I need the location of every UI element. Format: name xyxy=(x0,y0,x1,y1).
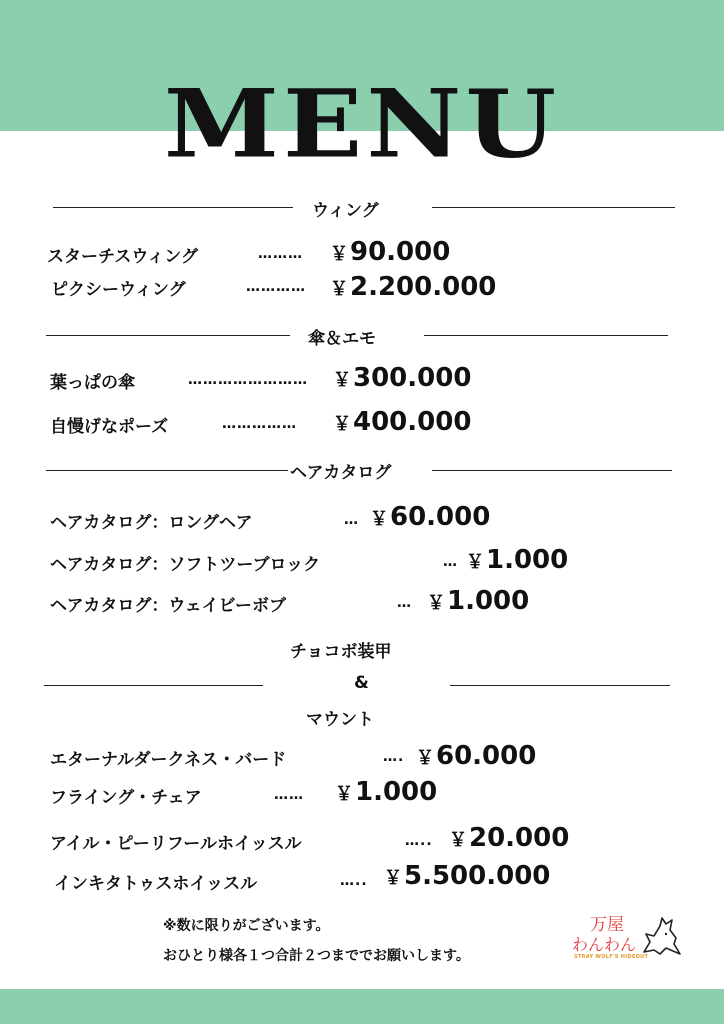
currency-symbol: ￥ xyxy=(427,593,445,614)
item-name: エターナルダークネス・バード xyxy=(50,750,287,770)
item-dots: …… xyxy=(274,787,304,803)
price-value: 400.000 xyxy=(353,407,472,437)
section-title-mount: マウント xyxy=(306,710,374,730)
item-name: 自慢げなポーズ xyxy=(50,417,169,437)
item-dots: … xyxy=(397,595,412,611)
item-dots: … xyxy=(344,512,359,528)
section-divider-left xyxy=(46,335,290,336)
price-value: 2.200.000 xyxy=(350,272,497,302)
item-dots: ….. xyxy=(405,833,433,849)
item-name: 葉っぱの傘 xyxy=(50,373,135,393)
item-price xyxy=(330,237,450,267)
price-value: 90.000 xyxy=(350,237,451,267)
logo-text-tagline: STRAY WOLF'S HIDEOUT xyxy=(574,954,649,960)
note-purchase-limit: おひとり様各１つ合計２つまででお願いします。 xyxy=(163,948,470,964)
item-name: ヘアカタログ：ソフトツーブロック xyxy=(50,555,321,575)
item-dots: … xyxy=(443,554,458,570)
logo-text-wanwan: わんわん xyxy=(572,935,637,954)
section-divider-right xyxy=(432,207,675,208)
section-title-wing: ウィング xyxy=(312,201,379,221)
section-divider-right xyxy=(424,335,668,336)
section-title-chocobo: チョコボ装甲 xyxy=(290,642,392,662)
item-price xyxy=(333,363,471,393)
item-name: アイル・ピーリフールホイッスル xyxy=(50,834,302,854)
section-title-umbrella: 傘＆エモ xyxy=(308,329,376,349)
section-divider-left xyxy=(46,470,288,471)
item-name: ヘアカタログ：ロングヘア xyxy=(50,513,253,533)
section-divider-right xyxy=(450,685,670,686)
price-value: 60.000 xyxy=(390,502,491,532)
item-name: インキタトゥスホイッスル xyxy=(54,874,258,894)
item-price xyxy=(449,823,569,853)
price-value: 300.000 xyxy=(353,363,472,393)
item-name: フライング・チェア xyxy=(50,788,202,808)
currency-symbol: ￥ xyxy=(330,279,348,300)
item-dots: ……… xyxy=(258,246,303,262)
note-limited-stock: ※数に限りがございます。 xyxy=(163,918,330,934)
wolf-icon xyxy=(636,914,682,960)
currency-symbol: ￥ xyxy=(384,868,402,889)
item-dots: …………… xyxy=(222,416,297,432)
price-value: 1.000 xyxy=(447,586,530,616)
item-price xyxy=(335,777,437,807)
item-price xyxy=(427,586,529,616)
section-divider-left xyxy=(44,685,263,686)
item-name: ヘアカタログ：ウェイビーボブ xyxy=(50,596,286,616)
menu-title: MENU xyxy=(163,68,561,179)
bottom-color-band xyxy=(0,989,724,1024)
item-dots: …………………… xyxy=(188,372,308,388)
section-divider-right xyxy=(432,470,672,471)
item-price xyxy=(370,502,490,532)
item-price xyxy=(416,741,536,771)
section-title-ampersand: & xyxy=(354,673,369,693)
item-dots: …. xyxy=(383,749,405,765)
item-dots: ….. xyxy=(340,873,368,889)
logo-text-yorozuya: 万屋 xyxy=(590,915,624,935)
section-title-hair: ヘアカタログ xyxy=(290,463,392,483)
item-name: ピクシーウィング xyxy=(51,280,186,300)
price-value: 1.000 xyxy=(486,545,569,575)
item-dots: ………… xyxy=(246,279,306,295)
item-price xyxy=(330,272,496,302)
currency-symbol: ￥ xyxy=(333,414,351,435)
price-value: 20.000 xyxy=(469,823,570,853)
currency-symbol: ￥ xyxy=(333,370,351,391)
item-price xyxy=(466,545,568,575)
currency-symbol: ￥ xyxy=(370,509,388,530)
section-divider-left xyxy=(53,207,293,208)
currency-symbol: ￥ xyxy=(416,748,434,769)
item-price xyxy=(384,861,550,891)
price-value: 60.000 xyxy=(436,741,537,771)
currency-symbol: ￥ xyxy=(449,830,467,851)
item-price xyxy=(333,407,471,437)
item-name: スターチスウィング xyxy=(47,247,198,267)
currency-symbol: ￥ xyxy=(466,552,484,573)
currency-symbol: ￥ xyxy=(335,784,353,805)
price-value: 1.000 xyxy=(355,777,438,807)
price-value: 5.500.000 xyxy=(404,861,551,891)
currency-symbol: ￥ xyxy=(330,244,348,265)
shop-logo xyxy=(566,908,684,970)
